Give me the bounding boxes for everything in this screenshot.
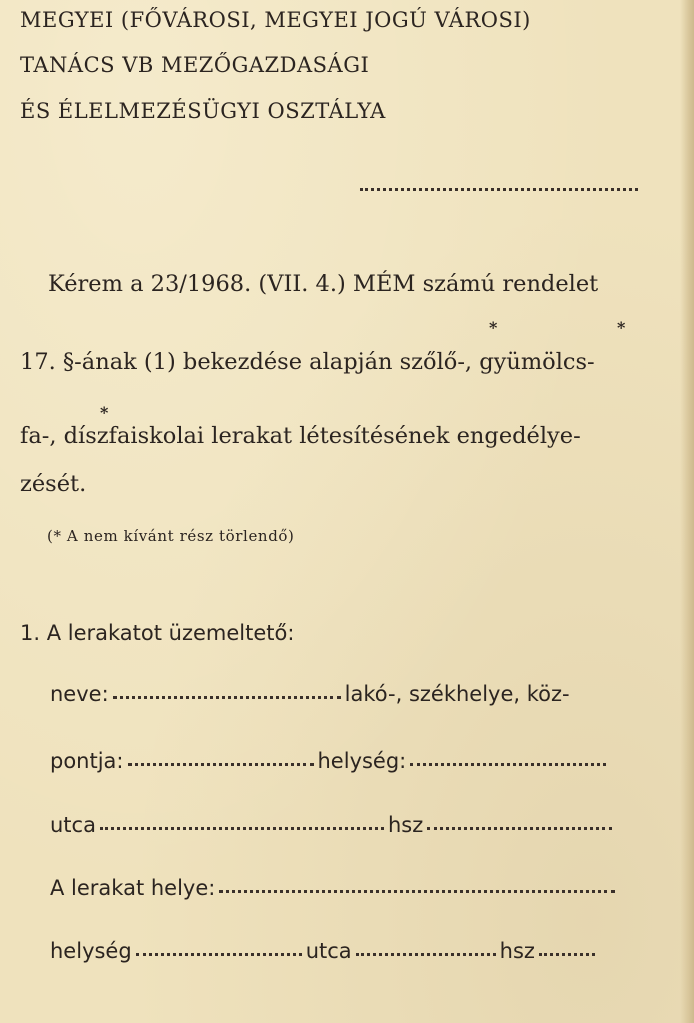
- header-line-1: MEGYEI (FŐVÁROSI, MEGYEI JOGÚ VÁROSI): [20, 8, 531, 32]
- request-line-1: Kérem a 23/1968. (VII. 4.) MÉM számú rendelet: [48, 271, 599, 297]
- date-dotted-line: [360, 188, 638, 191]
- residence-label: lakó-, székhelye, köz-: [344, 682, 570, 706]
- center-label: pontja:: [50, 749, 124, 773]
- operator-street-row: [50, 813, 616, 837]
- request-line-2: 17. §-ának (1) bekezdése alapján szőlő-, gyümölcs-: [20, 349, 595, 375]
- center-field[interactable]: [128, 763, 314, 766]
- date-field[interactable]: [360, 178, 640, 197]
- site-street-label: utca: [305, 939, 352, 963]
- header-line-3: ÉS ÉLELMEZÉSÜGYI OSZTÁLYA: [20, 99, 386, 123]
- paper-edge: [680, 0, 694, 1023]
- site-place-field[interactable]: [136, 953, 302, 956]
- site-place-label: helység: [50, 939, 132, 963]
- request-line-4: zését.: [20, 471, 87, 497]
- operator-name-row: [50, 682, 570, 706]
- site-street-field[interactable]: [356, 953, 496, 956]
- place-label: helység:: [317, 749, 407, 773]
- street-field[interactable]: [100, 827, 384, 830]
- operator-center-row: [50, 749, 610, 773]
- site-label: A lerakat helye:: [50, 876, 216, 900]
- asterisk-marker: *: [100, 403, 109, 422]
- asterisk-marker: *: [617, 318, 626, 337]
- house-number-label: hsz: [387, 813, 424, 837]
- street-label: utca: [50, 813, 96, 837]
- site-house-field[interactable]: [539, 953, 595, 956]
- place-field[interactable]: [410, 763, 606, 766]
- header-line-2: TANÁCS VB MEZŐGAZDASÁGI: [20, 53, 370, 77]
- name-label: neve:: [50, 682, 109, 706]
- site-address-row: [50, 939, 599, 963]
- house-number-field[interactable]: [427, 827, 612, 830]
- section-1-title: 1. A lerakatot üzemeltető:: [20, 621, 295, 645]
- site-house-label: hsz: [499, 939, 535, 963]
- site-field[interactable]: [219, 890, 615, 893]
- deletion-note: (* A nem kívánt rész törlendő): [47, 527, 295, 545]
- asterisk-marker: *: [489, 318, 498, 337]
- site-row: [50, 876, 619, 900]
- name-field[interactable]: [113, 696, 341, 699]
- request-line-3: fa-, díszfaiskolai lerakat létesítésének engedélye-: [20, 423, 581, 449]
